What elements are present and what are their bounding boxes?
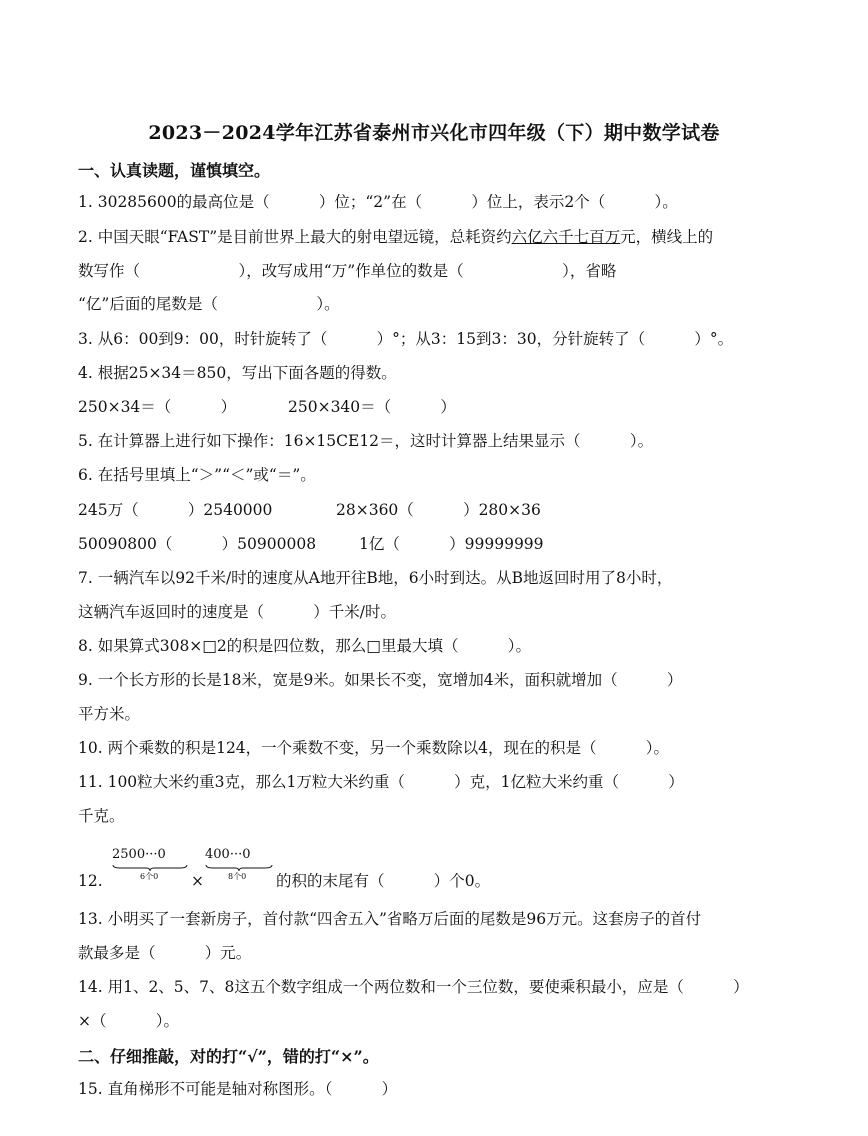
question-13-line-2: 款最多是（ ）元。 — [78, 944, 252, 962]
question-2-line-2: 数写作（ ），改写成用“万”作单位的数是（ ），省略 — [78, 262, 617, 280]
question-13-line-1: 13. 小明买了一套新房子，首付款“四舍五入”省略万后面的尾数是96万元。这套房子的首付 — [78, 910, 702, 928]
question-11-line-1: 11. 100粒大米约重3克，那么1万粒大米约重（ ）克，1亿粒大米约重（ ） — [78, 773, 684, 791]
question-6-b: 28×360（ ）280×36 — [336, 501, 541, 519]
question-15: 15. 直角梯形不可能是轴对称图形。（ ） — [78, 1080, 398, 1098]
question-2-underlined: 六亿六千七百万 — [511, 228, 621, 246]
section-true-false-heading: 二、仔细推敲，对的打“√”，错的打“×”。 — [78, 1047, 379, 1066]
page-title: 2023－2024学年江苏省泰州市兴化市四年级（下）期中数学试卷 — [148, 122, 720, 144]
question-12-number: 12. — [78, 872, 103, 890]
question-14-line-2: ×（ ）。 — [78, 1012, 180, 1030]
question-12-subscript-2: 8个0 — [228, 872, 247, 881]
question-11-line-2: 千克。 — [78, 807, 125, 825]
question-6-a: 245万（ ）2540000 — [78, 501, 273, 519]
question-1: 1. 30285600的最高位是（ ）位；“2”在（ ）位上，表示2个（ ）。 — [78, 193, 678, 211]
question-6-d: 1亿（ ）99999999 — [359, 535, 544, 553]
question-5: 5. 在计算器上进行如下操作：16×15CE12＝，这时计算器上结果显示（ ）。 — [78, 432, 654, 450]
question-6-c: 50090800（ ）50900008 — [78, 535, 317, 553]
question-12-text: 的积的末尾有（ ）个0。 — [276, 872, 491, 890]
question-2-line-1 — [78, 227, 713, 247]
question-9-line-1: 9. 一个长方形的长是18米，宽是9米。如果长不变，宽增加4米，面积就增加（ ） — [78, 671, 683, 689]
question-7-line-1: 7. 一辆汽车以92千米/时的速度从A地开往B地，6小时到达。从B地返回时用了8小时， — [78, 569, 673, 587]
question-4-b: 250×340＝（ ） — [288, 398, 456, 416]
question-12-times: × — [191, 872, 204, 890]
question-12-factor-2: 400···0 — [205, 847, 251, 862]
question-9-line-2: 平方米。 — [78, 705, 141, 723]
question-2-text-b: 元，横线上的 — [620, 228, 714, 246]
question-4-a: 250×34＝（ ） — [78, 398, 237, 416]
question-14-line-1: 14. 用1、2、5、7、8这五个数字组成一个两位数和一个三位数，要使乘积最小，应是（ ） — [78, 978, 749, 996]
question-6: 6. 在括号里填上“＞”“＜”或“＝”。 — [78, 466, 316, 484]
question-2-line-3: “亿”后面的尾数是（ ）。 — [78, 295, 340, 313]
question-12-subscript-1: 6个0 — [140, 872, 159, 881]
question-3: 3. 从6：00到9：00，时针旋转了（ ）°；从3：15到3：30，分针旋转了（ ）°。 — [78, 330, 734, 348]
question-12-factor-1: 2500···0 — [112, 847, 166, 862]
question-8: 8. 如果算式308×□2的积是四位数，那么□里最大填（ ）。 — [78, 637, 531, 655]
question-7-line-2: 这辆汽车返回时的速度是（ ）千米/时。 — [78, 603, 396, 621]
section-fill-blank-heading: 一、认真读题，谨慎填空。 — [78, 161, 271, 180]
question-10: 10. 两个乘数的积是124，一个乘数不变，另一个乘数除以4，现在的积是（ ）。 — [78, 739, 670, 757]
question-2-text-a: 2. 中国天眼“FAST”是目前世界上最大的射电望远镜，总耗资约 — [78, 228, 512, 246]
question-4: 4. 根据25×34＝850，写出下面各题的得数。 — [78, 364, 397, 382]
